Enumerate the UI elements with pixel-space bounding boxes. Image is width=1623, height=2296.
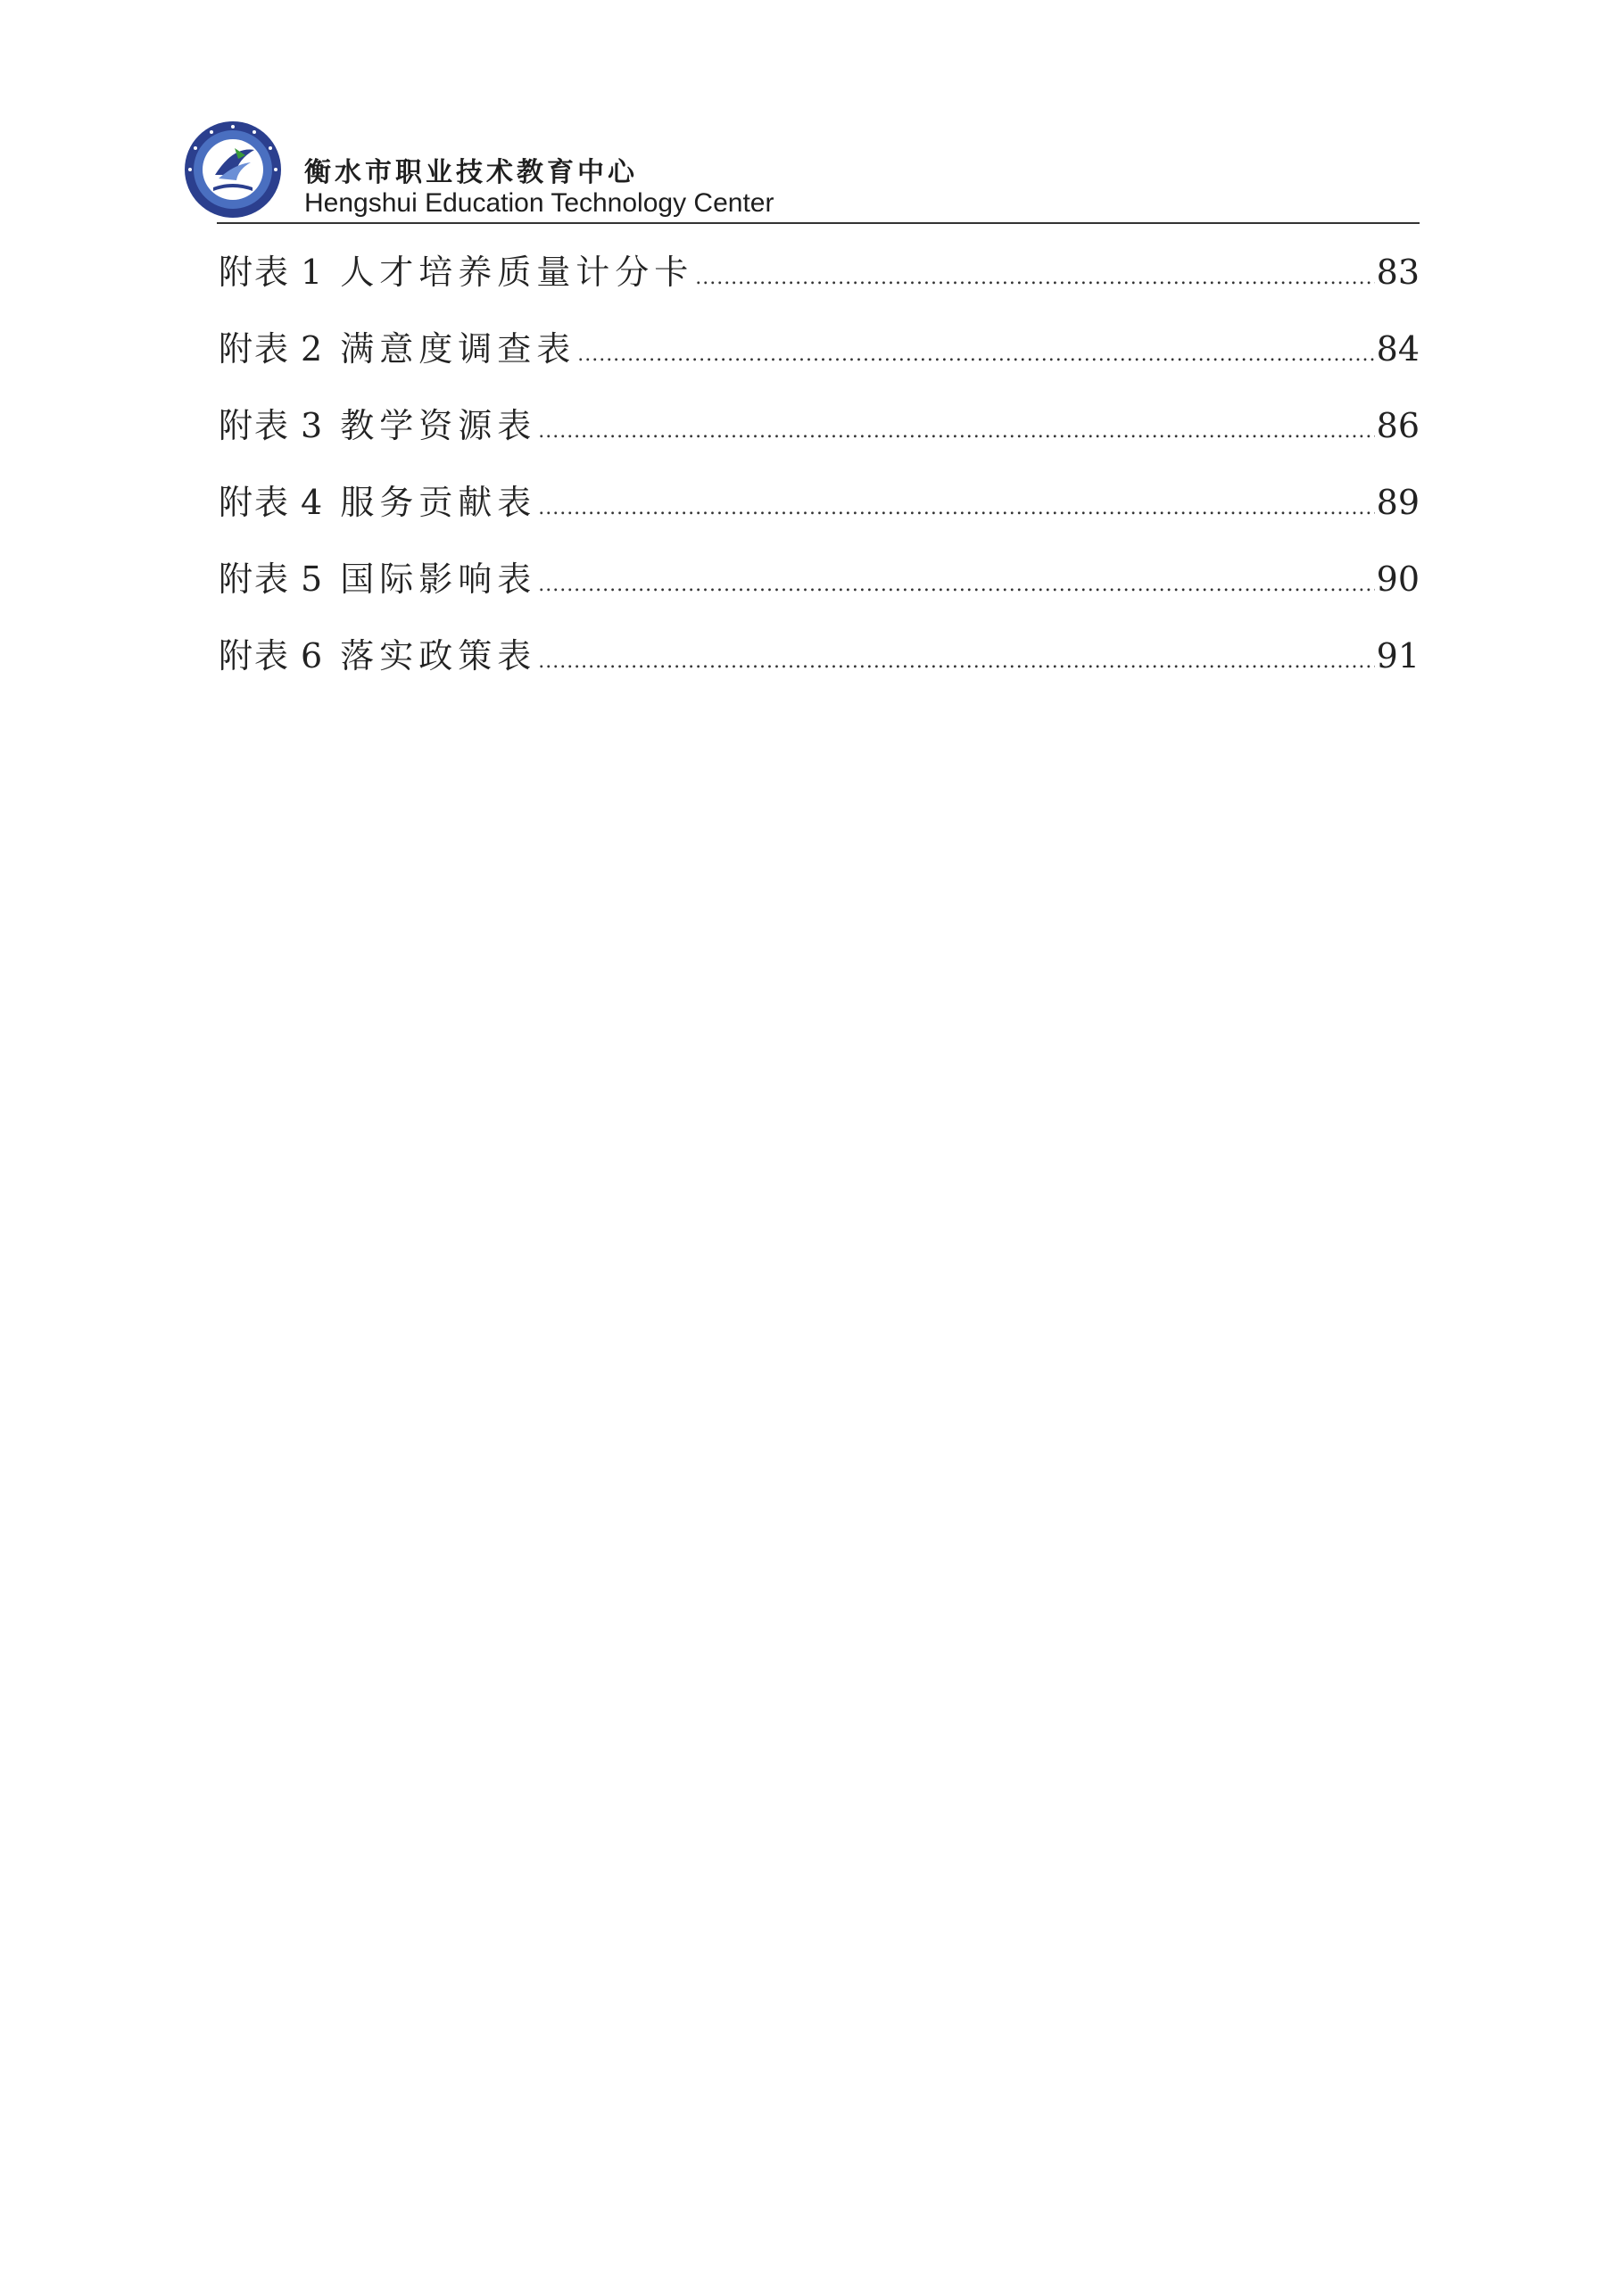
org-name-english: Hengshui Education Technology Center	[304, 188, 774, 218]
toc-entry-page: 83	[1376, 253, 1420, 292]
header-divider	[217, 222, 1420, 224]
toc-entry-number: 2	[301, 329, 323, 369]
school-logo	[183, 120, 283, 220]
toc-entry-title: 满意度调查表	[340, 329, 576, 369]
toc-entry-prefix: 附表	[219, 406, 291, 445]
toc-dot-leader	[577, 324, 1374, 386]
toc-entry-prefix: 附表	[219, 559, 291, 599]
toc-entry-title: 人才培养质量计分卡	[340, 253, 694, 292]
toc-dot-leader	[538, 401, 1374, 463]
toc-entry-prefix: 附表	[219, 253, 291, 292]
toc-entry-number: 5	[301, 559, 323, 599]
toc-entry-3[interactable]	[219, 394, 1420, 471]
toc-dot-leader	[695, 247, 1374, 310]
toc-entry-number: 4	[301, 483, 323, 522]
toc-entry-1[interactable]	[219, 241, 1420, 318]
table-of-contents	[219, 241, 1420, 701]
toc-entry-2[interactable]	[219, 318, 1420, 394]
toc-dot-leader	[538, 477, 1374, 540]
toc-entry-number: 3	[301, 406, 323, 445]
toc-entry-6[interactable]	[219, 625, 1420, 701]
toc-entry-number: 1	[301, 253, 323, 292]
toc-entry-prefix: 附表	[219, 483, 291, 522]
toc-entry-5[interactable]	[219, 548, 1420, 625]
toc-entry-title: 教学资源表	[340, 406, 537, 445]
toc-entry-page: 86	[1376, 406, 1420, 445]
page-header	[183, 114, 1420, 226]
toc-dot-leader	[538, 554, 1374, 617]
toc-dot-leader	[538, 631, 1374, 693]
org-name-chinese: 衡水市职业技术教育中心	[304, 157, 638, 188]
toc-entry-4[interactable]	[219, 471, 1420, 548]
toc-entry-number: 6	[301, 636, 323, 676]
toc-entry-page: 90	[1376, 559, 1420, 599]
toc-entry-title: 落实政策表	[340, 636, 537, 676]
toc-entry-page: 89	[1376, 483, 1420, 522]
toc-entry-page: 91	[1376, 636, 1420, 676]
toc-entry-page: 84	[1376, 329, 1420, 369]
toc-entry-prefix: 附表	[219, 329, 291, 369]
toc-entry-title: 国际影响表	[340, 559, 537, 599]
toc-entry-title: 服务贡献表	[340, 483, 537, 522]
toc-entry-prefix: 附表	[219, 636, 291, 676]
